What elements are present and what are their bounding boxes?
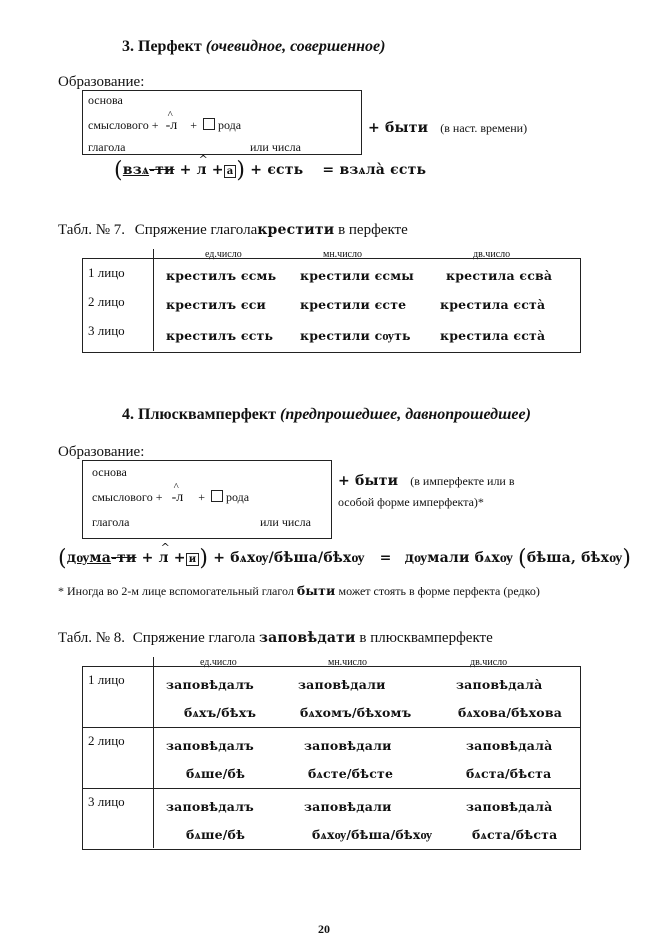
table8-cell: бѧше/бѣ <box>186 827 246 842</box>
ex3-plus1: + <box>179 162 192 178</box>
footnote-text: * Иногда во 2-м лице вспомогательный глагол <box>58 584 294 598</box>
ex3-l: ^ л <box>197 162 207 178</box>
box4-gender-square <box>211 490 223 502</box>
box3-line-number: или числа <box>250 140 301 154</box>
table7-cell: крестила єстà <box>440 328 546 343</box>
table8-caption-verb: заповѣдати <box>259 630 356 646</box>
table7-divider <box>153 249 154 351</box>
footnote-verb: быти <box>296 583 336 598</box>
ex4-aux: бѧхѹ/бѣша/бѣхѹ <box>230 550 365 566</box>
box3-line-semantic <box>88 118 241 134</box>
box3-line-verb: глагола <box>88 140 126 154</box>
section3-heading <box>122 38 385 56</box>
section4-aux <box>338 472 515 490</box>
section4-footnote <box>58 583 540 599</box>
table7-person: 2 лицо <box>88 294 125 309</box>
section4-aux-note-1: (в имперфекте или в <box>410 474 515 488</box>
table7-cell: крестила єсвà <box>446 268 553 283</box>
table7-cell: крестила єстà <box>440 297 546 312</box>
box3-gender-square <box>203 118 215 130</box>
ex3-ending: -ти <box>149 162 175 178</box>
table7-cell: крестилъ єси <box>166 297 266 312</box>
table7-cell: крестилъ єсмь <box>166 268 277 283</box>
section3-aux-note: (в наст. времени) <box>440 121 528 135</box>
section3-aux <box>368 119 527 137</box>
table8-row-rule <box>82 727 580 728</box>
page-number: 20 <box>318 922 330 936</box>
ex3-plus3: + <box>250 162 263 178</box>
table8-header-pl: мн.число <box>328 657 367 668</box>
table7-caption-text: Спряжение глагола <box>134 222 258 238</box>
ex4-plus2: + <box>173 550 186 566</box>
box3-semantic-text: смысловогo + <box>88 118 159 132</box>
section3-formation-label: Образование: <box>58 74 145 90</box>
table8-row-rule <box>82 788 580 789</box>
ex4-alt: бѣша, бѣхѹ <box>526 550 623 566</box>
table7-cell: крестили сѹть <box>300 328 411 343</box>
ex3-gender: а <box>224 165 237 178</box>
table8-cell: заповѣдалъ <box>166 738 254 753</box>
ex3-eq: = <box>322 162 335 178</box>
ex4-gender: и <box>186 553 200 566</box>
ex3-result: взѧлà єсть <box>339 162 427 178</box>
box3-l-suffix: ^ -л <box>166 118 178 134</box>
table8-cell: бѧста/бѣста <box>466 766 552 781</box>
section3-subtitle: (очевидное, совершенное) <box>205 38 386 55</box>
table8-cell: заповѣдалà <box>466 799 553 814</box>
ex4-plus3: + <box>213 550 226 566</box>
ex4-ending: -ти <box>111 550 137 566</box>
table8-caption-text: Спряжение глагола <box>132 630 256 646</box>
section4-aux-verb: + быти <box>338 473 399 489</box>
section4-heading <box>122 406 531 424</box>
table8-header-du: дв.число <box>470 657 508 668</box>
box4-gender-text: рода <box>226 490 250 504</box>
section4-example: (дѹма-ти + ^ л + и ) + бѧхѹ/бѣша/бѣхѹ = дѹмали бѧхѹ (бѣша, бѣхѹ) <box>58 546 631 571</box>
table8-cell: бѧста/бѣста <box>472 827 558 842</box>
table8-person: 1 лицо <box>88 672 125 687</box>
section4-title: Плюсквамперфект <box>138 406 276 423</box>
ex4-eq: = <box>379 550 392 566</box>
table7-cell: крестили єсте <box>300 297 407 312</box>
table8-caption <box>58 630 493 647</box>
section3-number: 3. <box>122 38 134 55</box>
table8-cell: заповѣдалъ <box>166 677 254 692</box>
table7-caption-suffix: в перфекте <box>338 222 408 238</box>
box4-plus: + <box>198 490 206 504</box>
table8-header-sg: ед.число <box>200 657 237 668</box>
box3-gender-text: рода <box>218 118 242 132</box>
table8-cell: заповѣдали <box>298 677 386 692</box>
section3-aux-verb: + быти <box>368 120 429 136</box>
table8-grid <box>82 666 581 850</box>
table8-person: 3 лицо <box>88 794 125 809</box>
ex4-result: дѹмали бѧхѹ <box>404 550 513 566</box>
section4-aux-note-2: особой форме имперфекта)* <box>338 495 484 509</box>
table8-cell: бѧсте/бѣсте <box>308 766 394 781</box>
table8-cell: заповѣдалà <box>456 677 543 692</box>
table7-person: 3 лицо <box>88 323 125 338</box>
section4-number: 4. <box>122 406 134 423</box>
section4-formation-label: Образование: <box>58 444 145 460</box>
table8-cell: заповѣдалà <box>466 738 553 753</box>
table7-caption-verb: крестити <box>257 222 335 238</box>
box4-l-suffix: ^ -л <box>172 490 184 506</box>
ex3-stem: взѧ <box>122 162 150 178</box>
table8-caption-suffix: в плюсквамперфекте <box>359 630 493 646</box>
table8-person: 2 лицо <box>88 733 125 748</box>
box3-plus: + <box>190 118 198 132</box>
ex4-l: ^ л <box>159 550 169 566</box>
table8-cell: бѧхѹ/бѣша/бѣхѹ <box>312 827 433 842</box>
box3-line-stem: основа <box>88 93 123 107</box>
box4-line-verb: глагола <box>92 515 130 529</box>
table7-cell: крестилъ єсть <box>166 328 274 343</box>
table7-header-sg: ед.число <box>205 249 242 260</box>
table8-cell: бѧхомъ/бѣхомъ <box>300 705 412 720</box>
box4-semantic-text: смысловогo + <box>92 490 163 504</box>
table8-caption-prefix: Табл. № 8. <box>58 630 126 646</box>
table8-cell: заповѣдалъ <box>166 799 254 814</box>
table7-caption <box>58 222 408 239</box>
ex3-plus2: + <box>211 162 224 178</box>
table7-header-du: дв.число <box>473 249 511 260</box>
ex4-plus1: + <box>141 550 154 566</box>
table8-cell: заповѣдали <box>304 799 392 814</box>
section3-example: (взѧ-ти + ^ л + а ) + єсть = взѧлà єсть <box>114 158 426 183</box>
table7-cell: крестили єсмы <box>300 268 414 283</box>
table7-caption-prefix: Табл. № 7. <box>58 222 126 238</box>
table7-person: 1 лицо <box>88 265 125 280</box>
table7-header-pl: мн.число <box>323 249 362 260</box>
table8-cell: заповѣдали <box>304 738 392 753</box>
box4-line-number: или числа <box>260 515 311 529</box>
table8-cell: бѧхъ/бѣхъ <box>184 705 257 720</box>
table8-divider <box>153 657 154 848</box>
section4-subtitle: (предпрошедшее, давнопрошедшее) <box>279 406 531 423</box>
table8-cell: бѧше/бѣ <box>186 766 246 781</box>
box4-line-stem: основа <box>92 465 127 479</box>
footnote-end: может стоять в форме перфекта (редко) <box>338 584 540 598</box>
table8-cell: бѧхова/бѣхова <box>458 705 563 720</box>
ex4-stem: дѹма <box>66 550 112 566</box>
section3-title: Перфект <box>138 38 202 55</box>
box4-line-semantic <box>92 490 249 506</box>
ex3-aux: єсть <box>267 162 304 178</box>
